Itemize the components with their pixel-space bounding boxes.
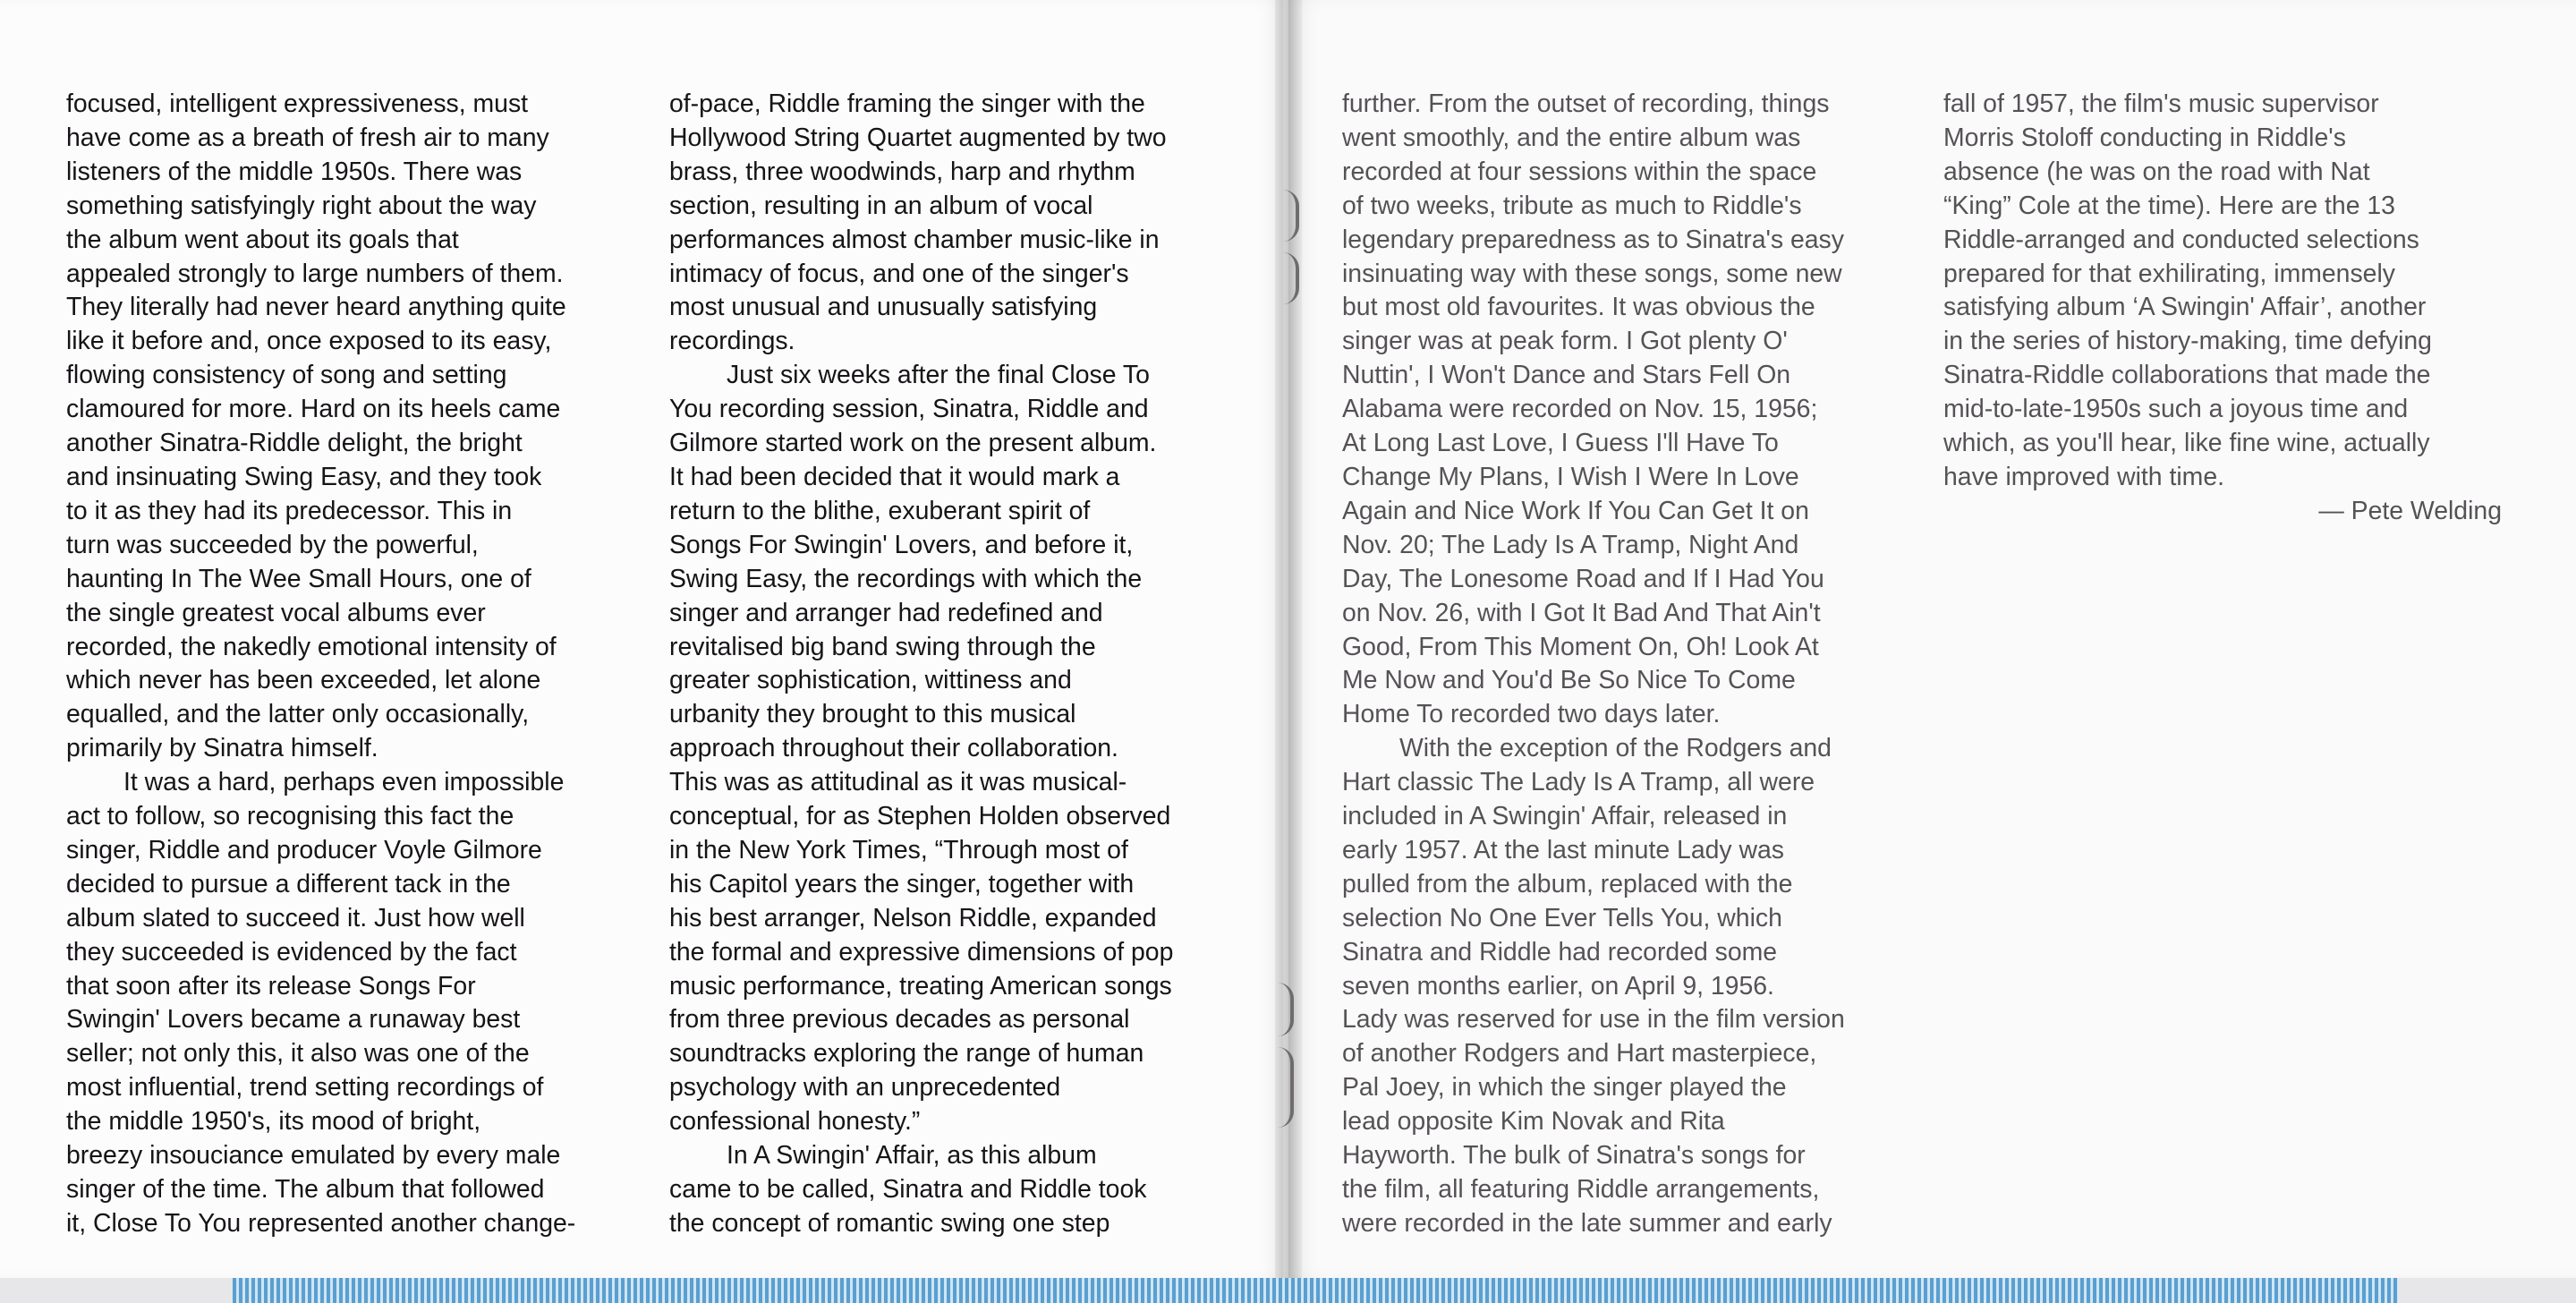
text-line: Songs For Swingin' Lovers, and before it, xyxy=(669,530,1134,559)
text-line: confessional honesty.” xyxy=(669,1107,921,1137)
text-line: Home To recorded two days later. xyxy=(1342,700,1721,729)
text-line: satisfying album ‘A Swingin' Affair’, another xyxy=(1943,293,2427,322)
text-line: approach throughout their collaboration. xyxy=(669,734,1118,763)
text-line: recordings. xyxy=(669,327,795,356)
staple-bottom-lower xyxy=(1278,1047,1294,1128)
text-line: listeners of the middle 1950s. There was xyxy=(66,157,523,186)
text-line: on Nov. 26, with I Got It Bad And That Ain't xyxy=(1342,598,1821,627)
text-line: Again and Nice Work If You Can Get It on xyxy=(1342,496,1809,525)
text-line: singer, Riddle and producer Voyle Gilmore xyxy=(66,835,542,864)
text-line: Riddle-arranged and conducted selections xyxy=(1943,225,2419,254)
text-line: something satisfyingly right about the way xyxy=(66,191,537,220)
text-line: intimacy of focus, and one of the singer's xyxy=(669,259,1129,288)
text-line: in the New York Times, “Through most of xyxy=(669,835,1128,864)
text-line: have improved with time. xyxy=(1943,462,2225,491)
text-line: album slated to succeed it. Just how well xyxy=(66,903,525,933)
text-line: flowing consistency of song and setting xyxy=(66,361,507,390)
text-line: of two weeks, tribute as much to Riddle's xyxy=(1342,191,1802,220)
text-line: soundtracks exploring the range of human xyxy=(669,1039,1144,1069)
text-line: absence (he was on the road with Nat xyxy=(1943,157,2370,186)
text-line: they succeeded is evidenced by the fact xyxy=(66,937,517,967)
text-line: Lady was reserved for use in the film version xyxy=(1342,1005,1845,1035)
text-line: decided to pursue a different tack in the xyxy=(66,869,511,898)
text-line: his Capitol years the singer, together with xyxy=(669,869,1135,898)
text-line: seven months earlier, on April 9, 1956. xyxy=(1342,971,1774,1001)
text-line: focused, intelligent expressiveness, must xyxy=(66,89,529,118)
staple-bottom xyxy=(1278,983,1294,1036)
text-column-1 xyxy=(66,88,632,1241)
bottom-tray-stripes xyxy=(233,1278,2398,1303)
text-line: most influential, trend setting recordings of xyxy=(66,1073,544,1103)
text-line: It had been decided that it would mark a xyxy=(669,462,1120,491)
text-line: from three previous decades as personal xyxy=(669,1005,1130,1035)
text-line: most unusual and unusually satisfying xyxy=(669,293,1098,322)
text-line: Day, The Lonesome Road and If I Had You xyxy=(1342,564,1824,593)
text-line: Pal Joey, in which the singer played the xyxy=(1342,1073,1787,1103)
bottom-edge-right xyxy=(2398,1278,2576,1303)
text-line: further. From the outset of recording, things xyxy=(1342,89,1830,118)
text-line: pulled from the album, replaced with the xyxy=(1342,869,1793,898)
text-line: Sinatra-Riddle collaborations that made the xyxy=(1943,361,2431,390)
text-line: act to follow, so recognising this fact the xyxy=(66,802,514,831)
text-column-4 xyxy=(1943,88,2502,529)
text-line: the film, all featuring Riddle arrangements, xyxy=(1342,1175,1820,1204)
text-line: singer was at peak form. I Got plenty O' xyxy=(1342,327,1788,356)
text-line: to it as they had its predecessor. This in xyxy=(66,496,513,525)
text-column-3 xyxy=(1342,88,1900,1241)
text-line-indented: It was a hard, perhaps even impossible xyxy=(123,768,565,797)
text-line: another Sinatra-Riddle delight, the bright xyxy=(66,429,523,458)
text-line: seller; not only this, it also was one of the xyxy=(66,1039,530,1069)
text-line: revitalised big band swing through the xyxy=(669,632,1096,661)
text-line: Hollywood String Quartet augmented by two xyxy=(669,123,1167,152)
text-line: appealed strongly to large numbers of them. xyxy=(66,259,564,288)
text-line: Gilmore started work on the present album. xyxy=(669,429,1157,458)
text-line: included in A Swingin' Affair, released in xyxy=(1342,802,1788,831)
text-line: Swingin' Lovers became a runaway best xyxy=(66,1005,521,1035)
text-line: brass, three woodwinds, harp and rhythm xyxy=(669,157,1135,186)
text-line: Me Now and You'd Be So Nice To Come xyxy=(1342,666,1796,695)
text-line: Nuttin', I Won't Dance and Stars Fell On xyxy=(1342,361,1791,390)
text-line: in the series of history-making, time defying xyxy=(1943,327,2432,356)
text-line: which never has been exceeded, let alone xyxy=(66,666,541,695)
text-line: performances almost chamber music-like in xyxy=(669,225,1160,254)
text-line: Swing Easy, the recordings with which the xyxy=(669,564,1143,593)
text-line: like it before and, once exposed to its easy, xyxy=(66,327,552,356)
text-line: which, as you'll hear, like fine wine, actually xyxy=(1943,429,2430,458)
staple-top xyxy=(1283,190,1299,242)
text-line: the concept of romantic swing one step xyxy=(669,1208,1110,1238)
text-line-indented: Just six weeks after the final Close To xyxy=(727,361,1150,390)
text-line: singer of the time. The album that followed xyxy=(66,1175,545,1204)
text-line: Change My Plans, I Wish I Were In Love xyxy=(1342,462,1799,491)
text-line: music performance, treating American songs xyxy=(669,971,1172,1001)
text-line: have come as a breath of fresh air to many xyxy=(66,123,549,152)
text-line: turn was succeeded by the powerful, xyxy=(66,530,479,559)
text-line: You recording session, Sinatra, Riddle and xyxy=(669,395,1149,424)
text-column-2 xyxy=(669,88,1233,1241)
text-line: section, resulting in an album of vocal xyxy=(669,191,1093,220)
text-line: Nov. 20; The Lady Is A Tramp, Night And xyxy=(1342,530,1799,559)
text-line: recorded at four sessions within the space xyxy=(1342,157,1817,186)
text-line: were recorded in the late summer and early xyxy=(1342,1208,1832,1238)
text-line: “King” Cole at the time). Here are the 13 xyxy=(1943,191,2395,220)
text-line: Morris Stoloff conducting in Riddle's xyxy=(1943,123,2346,152)
text-line: Hayworth. The bulk of Sinatra's songs for xyxy=(1342,1141,1806,1171)
text-line: selection No One Ever Tells You, which xyxy=(1342,903,1782,933)
text-line: greater sophistication, wittiness and xyxy=(669,666,1072,695)
text-line: the middle 1950's, its mood of bright, xyxy=(66,1107,481,1137)
text-line: psychology with an unprecedented xyxy=(669,1073,1061,1103)
text-line-indented: In A Swingin' Affair, as this album xyxy=(727,1141,1097,1171)
text-line: haunting In The Wee Small Hours, one of xyxy=(66,564,531,593)
text-line: clamoured for more. Hard on its heels came xyxy=(66,395,561,424)
text-line: primarily by Sinatra himself. xyxy=(66,734,378,763)
text-line: singer and arranger had redefined and xyxy=(669,598,1103,627)
text-line: legendary preparedness as to Sinatra's easy xyxy=(1342,225,1844,254)
text-line: prepared for that exhilirating, immensely xyxy=(1943,259,2395,288)
text-line: but most old favourites. It was obvious the xyxy=(1342,293,1815,322)
bottom-edge-left xyxy=(0,1278,233,1303)
text-line: Alabama were recorded on Nov. 15, 1956; xyxy=(1342,395,1818,424)
text-line: lead opposite Kim Novak and Rita xyxy=(1342,1107,1725,1137)
text-line: mid-to-late-1950s such a joyous time and xyxy=(1943,395,2409,424)
text-line: breezy insouciance emulated by every male xyxy=(66,1141,561,1171)
text-line: return to the blithe, exuberant spirit of xyxy=(669,496,1091,525)
text-line: Good, From This Moment On, Oh! Look At xyxy=(1342,632,1819,661)
text-line: urbanity they brought to this musical xyxy=(669,700,1076,729)
text-line: went smoothly, and the entire album was xyxy=(1342,123,1801,152)
text-line: insinuating way with these songs, some new xyxy=(1342,259,1842,288)
text-line: Hart classic The Lady Is A Tramp, all were xyxy=(1342,768,1815,797)
text-line: equalled, and the latter only occasionally, xyxy=(66,700,530,729)
text-line: his best arranger, Nelson Riddle, expanded xyxy=(669,903,1157,933)
text-line: Sinatra and Riddle had recorded some xyxy=(1342,937,1778,967)
text-line: At Long Last Love, I Guess I'll Have To xyxy=(1342,429,1779,458)
text-line: conceptual, for as Stephen Holden observed xyxy=(669,802,1171,831)
text-line: the album went about its goals that xyxy=(66,225,459,254)
text-line: the single greatest vocal albums ever xyxy=(66,598,486,627)
text-line: of another Rodgers and Hart masterpiece, xyxy=(1342,1039,1817,1069)
text-line: recorded, the nakedly emotional intensity of xyxy=(66,632,557,661)
text-line: This was as attitudinal as it was musical- xyxy=(669,768,1127,797)
text-line: fall of 1957, the film's music supervisor xyxy=(1943,89,2379,118)
text-line-indented: With the exception of the Rodgers and xyxy=(1399,734,1832,763)
staple-top-lower xyxy=(1283,252,1299,304)
text-line: came to be called, Sinatra and Riddle took xyxy=(669,1175,1147,1204)
text-line: the formal and expressive dimensions of pop xyxy=(669,937,1174,967)
text-line: that soon after its release Songs For xyxy=(66,971,476,1001)
text-line: They literally had never heard anything quite xyxy=(66,293,566,322)
text-line: of-pace, Riddle framing the singer with the xyxy=(669,89,1145,118)
text-line: it, Close To You represented another change- xyxy=(66,1208,576,1238)
text-line: and insinuating Swing Easy, and they took xyxy=(66,462,542,491)
text-line: early 1957. At the last minute Lady was xyxy=(1342,835,1784,864)
author-signature: — Pete Welding xyxy=(2318,496,2502,525)
